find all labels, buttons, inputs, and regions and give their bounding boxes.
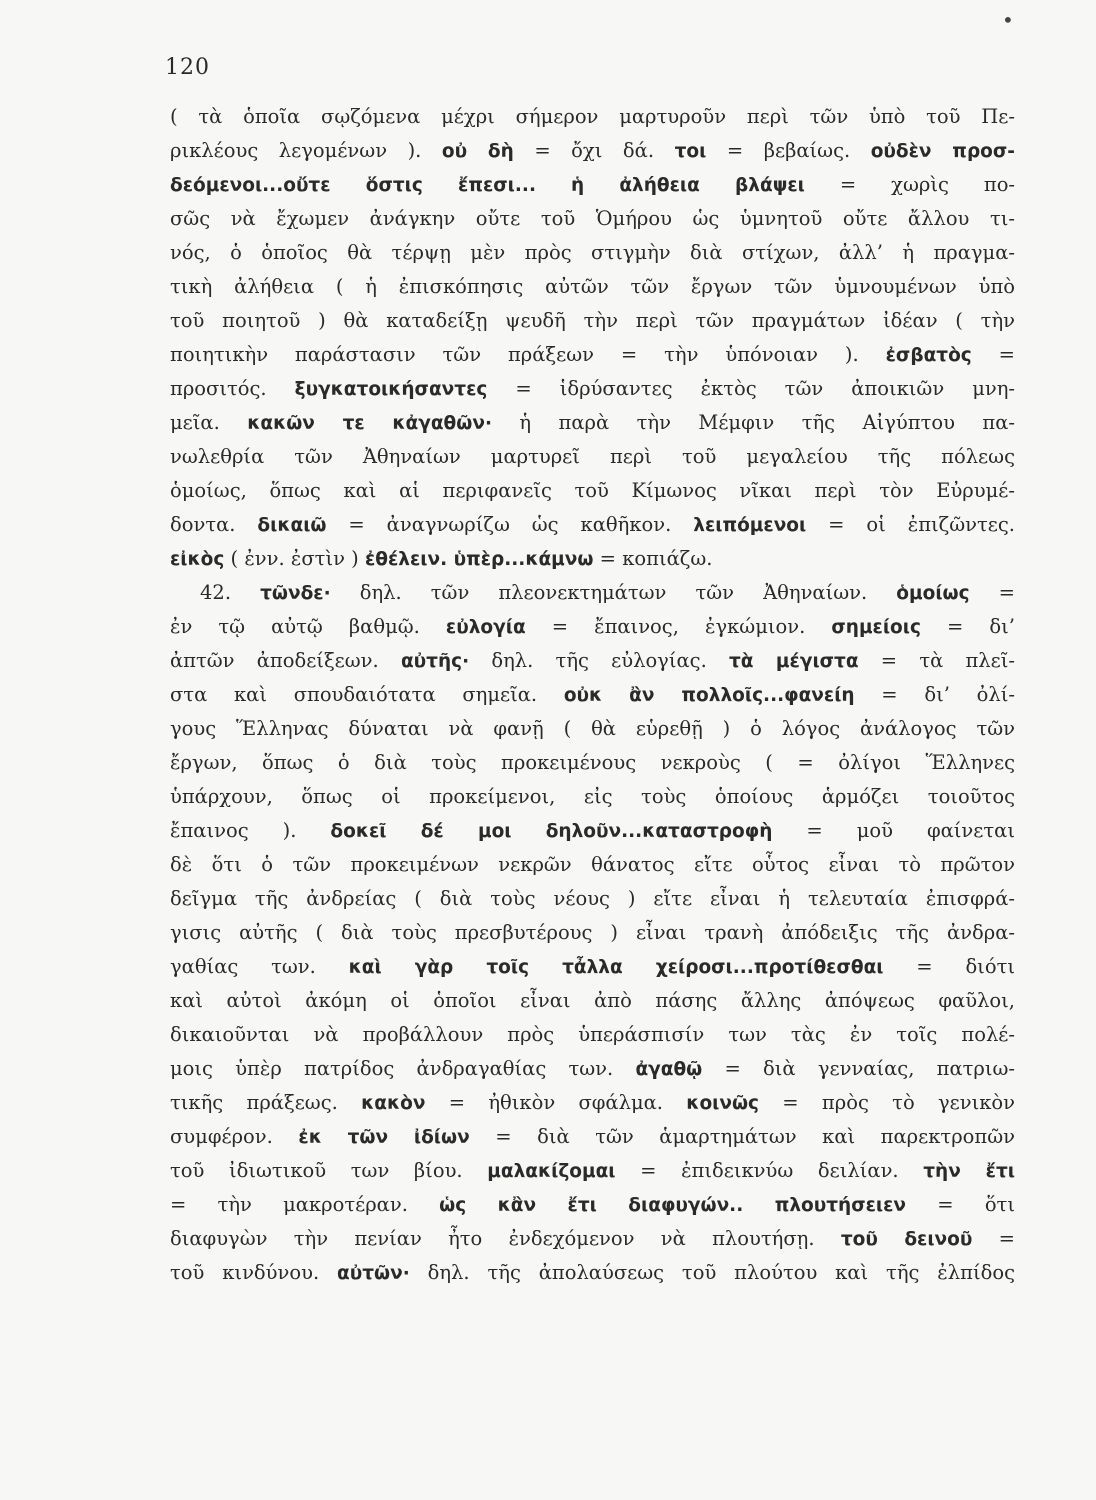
gloss-text: = μοῦ φαίνεται — [772, 819, 1015, 842]
lemma-term: δοκεῖ δέ μοι δηλοῦν...καταστροφὴ — [330, 821, 773, 842]
gloss-text: = δι’ — [920, 615, 1015, 638]
gloss-text: γους Ἕλληνας δύναται νὰ φανῇ ( θὰ εὑρεθῇ ) ὁ λόγος ἀνάλογος τῶν — [170, 717, 1015, 740]
gloss-text: νωλεθρία τῶν Ἀθηναίων μαρτυρεῖ περὶ τοῦ μεγαλείου τῆς πόλεως — [170, 445, 1015, 468]
gloss-text: διαφυγὼν τὴν πενίαν ἦτο ἐνδεχόμενον νὰ πλουτήσῃ. — [170, 1227, 841, 1250]
text-line — [170, 1154, 1015, 1188]
text-line — [170, 848, 1015, 882]
text-line — [170, 712, 1015, 746]
gloss-text: τικῆς πράξεως. — [170, 1091, 362, 1114]
text-line — [170, 440, 1015, 474]
text-line — [170, 372, 1015, 406]
gloss-text: ρικλέους λεγομένων ). — [170, 139, 442, 162]
text-line — [170, 882, 1015, 916]
text-line — [170, 474, 1015, 508]
gloss-text: 42. — [200, 581, 261, 604]
text-line — [170, 100, 1015, 134]
lemma-term: ἐσβατὸς — [885, 345, 972, 366]
gloss-text: = δι’ ὀλί- — [854, 683, 1015, 706]
text-line — [170, 1188, 1015, 1222]
lemma-term: δικαιῶ — [257, 515, 327, 536]
lemma-term: ἀγαθῷ — [635, 1059, 703, 1080]
lemma-term: τῶνδε· — [260, 583, 331, 604]
lemma-term: αὐτῶν· — [337, 1263, 410, 1284]
gloss-text: συμφέρον. — [170, 1125, 299, 1148]
text-line — [170, 1086, 1015, 1120]
text-line — [170, 780, 1015, 814]
text-line — [170, 338, 1015, 372]
text-line — [170, 508, 1015, 542]
gloss-text: = χωρὶς πο- — [804, 173, 1016, 196]
text-line — [170, 984, 1015, 1018]
lemma-term: ἡ ἀλήθεια βλάψει — [570, 175, 805, 196]
text-line — [170, 270, 1015, 304]
lemma-term: οὐ δὴ — [441, 141, 514, 162]
text-line — [170, 1256, 1015, 1290]
text-line — [170, 1018, 1015, 1052]
lemma-term: τοῦ δεινοῦ — [840, 1229, 973, 1250]
text-line — [170, 916, 1015, 950]
gloss-text: ἐν τῷ αὐτῷ βαθμῷ. — [170, 615, 446, 638]
gloss-text: τοῦ ποιητοῦ ) θὰ καταδείξῃ ψευδῆ τὴν περὶ τῶν πραγμάτων ἰδέαν ( τὴν — [170, 309, 1015, 332]
gloss-text: δηλ. τῆς ἀπολαύσεως τοῦ πλούτου καὶ τῆς ἐλπίδος — [409, 1261, 1015, 1284]
lemma-term: τὰ μέγιστα — [728, 651, 859, 672]
gloss-text: προσιτός. — [170, 377, 295, 400]
gloss-text: τοῦ ἰδιωτικοῦ των βίου. — [170, 1159, 488, 1182]
commentary-text — [170, 100, 1015, 1290]
lemma-term: λειπόμενοι — [693, 515, 807, 536]
gloss-text: δηλ. τῆς εὐλογίας. — [469, 649, 729, 672]
text-line — [170, 236, 1015, 270]
text-line — [170, 950, 1015, 984]
gloss-text: γαθίας των. — [170, 955, 349, 978]
gloss-text: μοις ὑπὲρ πατρίδος ἀνδραγαθίας των. — [170, 1057, 636, 1080]
gloss-text: ( τὰ ὁποῖα σῳζόμενα μέχρι σήμερον μαρτυροῦν περὶ τῶν ὑπὸ τοῦ Πε- — [170, 105, 1015, 128]
text-line — [170, 1052, 1015, 1086]
gloss-text: δοντα. — [170, 513, 258, 536]
gloss-text: ἔπαινος ). — [170, 819, 331, 842]
lemma-term: ἐθέλειν. ὑπὲρ...κάμνω — [364, 549, 594, 570]
lemma-term: κακὸν — [361, 1093, 426, 1114]
gloss-text: = — [971, 343, 1015, 366]
gloss-text: = ὄχι δά. — [513, 139, 675, 162]
text-line — [170, 304, 1015, 338]
gloss-text: τικὴ ἀλήθεια ( ἡ ἐπισκόπησις αὐτῶν τῶν ἔργων τῶν ὑμνουμένων ὑπὸ — [170, 275, 1015, 298]
text-line — [170, 678, 1015, 712]
gloss-text: στα καὶ σπουδαιότατα σημεῖα. — [170, 683, 564, 706]
gloss-text: = διὰ γενναίας, πατριω- — [702, 1057, 1015, 1080]
text-line — [170, 1222, 1015, 1256]
gloss-text: = τὰ πλεῖ- — [858, 649, 1015, 672]
text-line — [170, 1120, 1015, 1154]
gloss-text: = πρὸς τὸ γενικὸν — [759, 1091, 1016, 1114]
gloss-text: νός, ὁ ὁποῖος θὰ τέρψῃ μὲν πρὸς στιγμὴν διὰ στίχων, ἀλλ’ ἡ πραγμα- — [170, 241, 1015, 264]
gloss-text: ἀπτῶν ἀποδείξεων. — [170, 649, 401, 672]
lemma-term: ὡς κἂν ἔτι διαφυγών.. πλουτήσειεν — [439, 1195, 907, 1216]
gloss-text: μεῖα. — [170, 411, 248, 434]
gloss-text: = ἐπιδεικνύω δειλίαν. — [615, 1159, 924, 1182]
text-line — [170, 746, 1015, 780]
lemma-term: οὐκ ἂν πολλοῖς...φανείη — [563, 685, 855, 706]
gloss-text: = ἔπαινος, ἐγκώμιον. — [525, 615, 832, 638]
gloss-text: ἔργων, ὅπως ὁ διὰ τοὺς προκειμένους νεκροὺς ( = ὀλίγοι Ἕλληνες — [170, 751, 1015, 774]
top-mark: • — [1002, 8, 1014, 32]
gloss-text: ὁμοίως, ὅπως καὶ αἱ περιφανεῖς τοῦ Κίμωνος νῖκαι περὶ τὸν Εὐρυμέ- — [170, 479, 1015, 502]
gloss-text: = — [969, 581, 1015, 604]
lemma-term: σημείοις — [831, 617, 921, 638]
text-line — [170, 542, 1015, 576]
gloss-text: = ἱδρύσαντες ἐκτὸς τῶν ἀποικιῶν μνη- — [487, 377, 1016, 400]
gloss-text: = διὰ τῶν ἁμαρτημάτων καὶ παρεκτροπῶν — [469, 1125, 1015, 1148]
lemma-term: κακῶν τε κἀγαθῶν· — [247, 413, 492, 434]
gloss-text: = τὴν μακροτέραν. — [170, 1193, 440, 1216]
gloss-text: δηλ. τῶν πλεονεκτημάτων τῶν Ἀθηναίων. — [330, 581, 897, 604]
lemma-term: οὐδὲν προσ- — [870, 141, 1015, 162]
text-line — [170, 168, 1015, 202]
lemma-term: ξυγκατοικήσαντες — [294, 379, 488, 400]
gloss-text: γισις αὐτῆς ( διὰ τοὺς πρεσβυτέρους ) εἶναι τρανὴ ἀπόδειξις τῆς ἀνδρα- — [170, 921, 1015, 944]
text-line — [170, 576, 1015, 610]
lemma-term: ἐκ τῶν ἰδίων — [298, 1127, 470, 1148]
lemma-term: δεόμενοι...οὔτε ὅστις ἔπεσι... — [170, 175, 536, 196]
lemma-term: εἰκὸς — [170, 549, 225, 570]
text-line — [170, 202, 1015, 236]
text-line — [170, 610, 1015, 644]
page-number: 120 — [165, 55, 210, 80]
text-line — [170, 134, 1015, 168]
gloss-text: ( ἐνν. ἐστὶν ) — [224, 547, 365, 570]
gloss-text: = ἀναγνωρίζω ὡς καθῆκον. — [326, 513, 694, 536]
gloss-text: καὶ αὐτοὶ ἀκόμη οἱ ὁποῖοι εἶναι ἀπὸ πάσης ἄλλης ἀπόψεως φαῦλοι, — [170, 989, 1015, 1012]
gloss-text: δὲ ὅτι ὁ τῶν προκειμένων νεκρῶν θάνατος εἴτε οὗτος εἶναι τὸ πρῶτον — [170, 853, 1015, 876]
lemma-term: τὴν ἔτι — [923, 1161, 1015, 1182]
text-line — [170, 814, 1015, 848]
lemma-term: κοινῶς — [686, 1093, 760, 1114]
text-line — [170, 406, 1015, 440]
gloss-text: = ἠθικὸν σφάλμα. — [425, 1091, 687, 1114]
gloss-text: = βεβαίως. — [706, 139, 871, 162]
gloss-text: = οἱ ἐπιζῶντες. — [806, 513, 1016, 536]
gloss-text: σῶς νὰ ἔχωμεν ἀνάγκην οὔτε τοῦ Ὁμήρου ὡς ὑμνητοῦ οὔτε ἄλλου τι- — [170, 207, 1015, 230]
gloss-text: = ὅτι — [906, 1193, 1015, 1216]
gloss-text: = — [972, 1227, 1015, 1250]
lemma-term: ὁμοίως — [896, 583, 970, 604]
lemma-term: εὐλογία — [445, 617, 526, 638]
gloss-text: = κοπιάζω. — [593, 547, 713, 570]
lemma-term: αὐτῆς· — [400, 651, 470, 672]
gloss-text: δεῖγμα τῆς ἀνδρείας ( διὰ τοὺς νέους ) εἴτε εἶναι ἡ τελευταία ἐπισφρά- — [170, 887, 1015, 910]
gloss-text: = διότι — [883, 955, 1015, 978]
gloss-text: τοῦ κινδύνου. — [170, 1261, 338, 1284]
gloss-text: ὑπάρχουν, ὅπως οἱ προκείμενοι, εἰς τοὺς ὁποίους ἁρμόζει τοιοῦτος — [170, 785, 1015, 808]
gloss-text: ποιητικὴν παράστασιν τῶν πράξεων = τὴν ὑπόνοιαν ). — [170, 343, 886, 366]
text-line — [170, 644, 1015, 678]
lemma-term: τοι — [674, 141, 707, 162]
gloss-text: δικαιοῦνται νὰ προβάλλουν πρὸς ὑπεράσπισίν των τὰς ἐν τοῖς πολέ- — [170, 1023, 1015, 1046]
gloss-text: ἡ παρὰ τὴν Μέμφιν τῆς Αἰγύπτου πα- — [491, 411, 1015, 434]
lemma-term: μαλακίζομαι — [487, 1161, 616, 1182]
gloss-text — [536, 173, 571, 196]
lemma-term: καὶ γὰρ τοῖς τἆλλα χείροσι...προτίθεσθαι — [348, 957, 884, 978]
